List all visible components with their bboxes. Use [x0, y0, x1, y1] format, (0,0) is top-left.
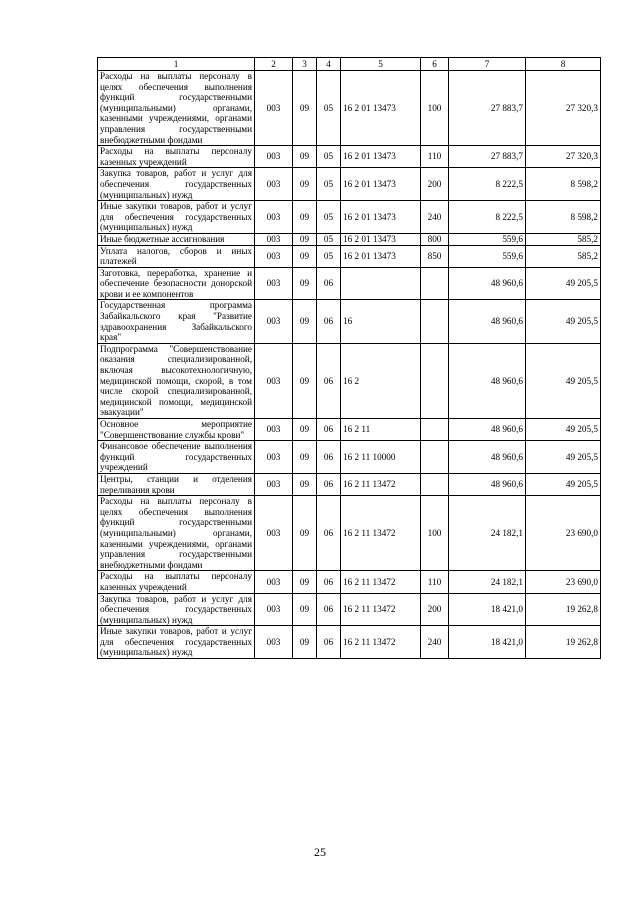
- subsection-code-cell: 06: [317, 300, 341, 343]
- admin-code-cell: 003: [255, 571, 293, 593]
- subsection-code-cell: 05: [317, 168, 341, 201]
- column-header: 8: [526, 58, 601, 71]
- amount-year1-cell: 48 960,6: [449, 343, 526, 418]
- table-row: [98, 267, 601, 300]
- target-article-cell: [341, 267, 421, 300]
- expense-type-cell: 850: [421, 245, 449, 267]
- section-code-cell: 09: [293, 245, 317, 267]
- subsection-code-cell: 05: [317, 233, 341, 245]
- section-code-cell: 09: [293, 473, 317, 495]
- subsection-code-cell: 05: [317, 146, 341, 168]
- expense-type-cell: 100: [421, 496, 449, 571]
- admin-code-cell: 003: [255, 343, 293, 418]
- expense-type-cell: 110: [421, 146, 449, 168]
- section-code-cell: 09: [293, 201, 317, 234]
- column-header: 3: [293, 58, 317, 71]
- subsection-code-cell: 05: [317, 245, 341, 267]
- subsection-code-cell: 06: [317, 626, 341, 659]
- admin-code-cell: 003: [255, 233, 293, 245]
- table-row: [98, 233, 601, 245]
- amount-year2-cell: 585,2: [526, 245, 601, 267]
- amount-year2-cell: 19 262,8: [526, 593, 601, 626]
- expense-type-cell: [421, 267, 449, 300]
- section-code-cell: 09: [293, 300, 317, 343]
- column-header: 6: [421, 58, 449, 71]
- table-row: [98, 146, 601, 168]
- table-row: [98, 71, 601, 146]
- admin-code-cell: 003: [255, 146, 293, 168]
- amount-year2-cell: 49 205,5: [526, 441, 601, 474]
- amount-year2-cell: 585,2: [526, 233, 601, 245]
- expense-type-cell: 200: [421, 593, 449, 626]
- amount-year1-cell: 24 182,1: [449, 496, 526, 571]
- section-code-cell: 09: [293, 419, 317, 441]
- section-code-cell: 09: [293, 441, 317, 474]
- row-name-cell: Расходы на выплаты персоналу казенных учреждений: [98, 146, 255, 168]
- amount-year1-cell: 48 960,6: [449, 473, 526, 495]
- section-code-cell: 09: [293, 343, 317, 418]
- row-name-cell: Расходы на выплаты персоналу казенных учреждений: [98, 571, 255, 593]
- expense-type-cell: 240: [421, 626, 449, 659]
- expense-type-cell: 200: [421, 168, 449, 201]
- amount-year1-cell: 24 182,1: [449, 571, 526, 593]
- subsection-code-cell: 06: [317, 267, 341, 300]
- amount-year1-cell: 8 222,5: [449, 168, 526, 201]
- subsection-code-cell: 06: [317, 343, 341, 418]
- subsection-code-cell: 06: [317, 441, 341, 474]
- expense-type-cell: 100: [421, 71, 449, 146]
- table-row: [98, 201, 601, 234]
- expense-type-cell: 110: [421, 571, 449, 593]
- admin-code-cell: 003: [255, 626, 293, 659]
- admin-code-cell: 003: [255, 168, 293, 201]
- target-article-cell: 16: [341, 300, 421, 343]
- table-row: [98, 419, 601, 441]
- subsection-code-cell: 06: [317, 473, 341, 495]
- table-row: [98, 626, 601, 659]
- row-name-cell: Закупка товаров, работ и услуг для обеспечения государственных (муниципальных) нужд: [98, 593, 255, 626]
- table-row: [98, 300, 601, 343]
- amount-year1-cell: 48 960,6: [449, 441, 526, 474]
- table-row: [98, 593, 601, 626]
- subsection-code-cell: 05: [317, 71, 341, 146]
- target-article-cell: 16 2 01 13473: [341, 71, 421, 146]
- column-header: 5: [341, 58, 421, 71]
- column-header: 4: [317, 58, 341, 71]
- amount-year2-cell: 49 205,5: [526, 267, 601, 300]
- amount-year1-cell: 18 421,0: [449, 593, 526, 626]
- column-header: 7: [449, 58, 526, 71]
- table-header-row: [98, 58, 601, 71]
- amount-year2-cell: 49 205,5: [526, 473, 601, 495]
- amount-year1-cell: 8 222,5: [449, 201, 526, 234]
- page-number: 25: [314, 845, 326, 859]
- target-article-cell: 16 2 11 13472: [341, 496, 421, 571]
- amount-year1-cell: 559,6: [449, 245, 526, 267]
- amount-year2-cell: 27 320,3: [526, 71, 601, 146]
- row-name-cell: Подпрограмма "Совершенствование оказания специализированной, включая высокотехнологичную, медицинской помощи, скорой, в том числе скорой специализированной, медицинской помощи, медицинской эвакуации": [98, 343, 255, 418]
- expense-type-cell: [421, 343, 449, 418]
- target-article-cell: 16 2 01 13473: [341, 146, 421, 168]
- row-name-cell: Расходы на выплаты персоналу в целях обеспечения выполнения функций государственными (муниципальными) органами, казенными учреждениями, органами управления государственными внебюджетными фондами: [98, 496, 255, 571]
- row-name-cell: Заготовка, переработка, хранение и обеспечение безопасности донорской крови и ее компонентов: [98, 267, 255, 300]
- section-code-cell: 09: [293, 571, 317, 593]
- amount-year2-cell: 23 690,0: [526, 496, 601, 571]
- expense-type-cell: 240: [421, 201, 449, 234]
- amount-year2-cell: 8 598,2: [526, 201, 601, 234]
- row-name-cell: Финансовое обеспечение выполнения функций государственных учреждений: [98, 441, 255, 474]
- admin-code-cell: 003: [255, 201, 293, 234]
- table-row: [98, 571, 601, 593]
- admin-code-cell: 003: [255, 267, 293, 300]
- target-article-cell: 16 2 01 13473: [341, 233, 421, 245]
- table-row: [98, 496, 601, 571]
- subsection-code-cell: 06: [317, 593, 341, 626]
- target-article-cell: 16 2 11 13472: [341, 593, 421, 626]
- admin-code-cell: 003: [255, 71, 293, 146]
- admin-code-cell: 003: [255, 473, 293, 495]
- section-code-cell: 09: [293, 71, 317, 146]
- section-code-cell: 09: [293, 593, 317, 626]
- expense-type-cell: 800: [421, 233, 449, 245]
- target-article-cell: 16 2: [341, 343, 421, 418]
- section-code-cell: 09: [293, 146, 317, 168]
- row-name-cell: Расходы на выплаты персоналу в целях обеспечения выполнения функций государственными (муниципальными) органами, казенными учреждениями, органами управления государственными внебюджетными фондами: [98, 71, 255, 146]
- admin-code-cell: 003: [255, 496, 293, 571]
- table-row: [98, 473, 601, 495]
- amount-year1-cell: 27 883,7: [449, 146, 526, 168]
- subsection-code-cell: 05: [317, 201, 341, 234]
- subsection-code-cell: 06: [317, 571, 341, 593]
- table-row: [98, 245, 601, 267]
- target-article-cell: 16 2 11 13472: [341, 571, 421, 593]
- target-article-cell: 16 2 11: [341, 419, 421, 441]
- admin-code-cell: 003: [255, 419, 293, 441]
- admin-code-cell: 003: [255, 245, 293, 267]
- admin-code-cell: 003: [255, 300, 293, 343]
- section-code-cell: 09: [293, 496, 317, 571]
- admin-code-cell: 003: [255, 593, 293, 626]
- amount-year1-cell: 48 960,6: [449, 419, 526, 441]
- column-header: 2: [255, 58, 293, 71]
- expense-type-cell: [421, 441, 449, 474]
- section-code-cell: 09: [293, 168, 317, 201]
- amount-year2-cell: 23 690,0: [526, 571, 601, 593]
- row-name-cell: Уплата налогов, сборов и иных платежей: [98, 245, 255, 267]
- target-article-cell: 16 2 11 13472: [341, 626, 421, 659]
- target-article-cell: 16 2 11 10000: [341, 441, 421, 474]
- amount-year1-cell: 27 883,7: [449, 71, 526, 146]
- subsection-code-cell: 06: [317, 419, 341, 441]
- amount-year2-cell: 49 205,5: [526, 343, 601, 418]
- expense-type-cell: [421, 473, 449, 495]
- subsection-code-cell: 06: [317, 496, 341, 571]
- amount-year1-cell: 48 960,6: [449, 267, 526, 300]
- amount-year1-cell: 559,6: [449, 233, 526, 245]
- row-name-cell: Государственная программа Забайкальского края "Развитие здравоохранения Забайкальского края": [98, 300, 255, 343]
- amount-year1-cell: 48 960,6: [449, 300, 526, 343]
- row-name-cell: Иные закупки товаров, работ и услуг для обеспечения государственных (муниципальных) нужд: [98, 201, 255, 234]
- table-row: [98, 168, 601, 201]
- amount-year2-cell: 8 598,2: [526, 168, 601, 201]
- target-article-cell: 16 2 01 13473: [341, 201, 421, 234]
- amount-year2-cell: 27 320,3: [526, 146, 601, 168]
- section-code-cell: 09: [293, 626, 317, 659]
- column-header: 1: [98, 58, 255, 71]
- table-row: [98, 441, 601, 474]
- admin-code-cell: 003: [255, 441, 293, 474]
- row-name-cell: Иные закупки товаров, работ и услуг для обеспечения государственных (муниципальных) нужд: [98, 626, 255, 659]
- expense-type-cell: [421, 419, 449, 441]
- row-name-cell: Основное мероприятие "Совершенствование службы крови": [98, 419, 255, 441]
- budget-table: [97, 57, 601, 659]
- amount-year2-cell: 19 262,8: [526, 626, 601, 659]
- amount-year2-cell: 49 205,5: [526, 300, 601, 343]
- target-article-cell: 16 2 11 13472: [341, 473, 421, 495]
- row-name-cell: Иные бюджетные ассигнования: [98, 233, 255, 245]
- amount-year2-cell: 49 205,5: [526, 419, 601, 441]
- row-name-cell: Закупка товаров, работ и услуг для обеспечения государственных (муниципальных) нужд: [98, 168, 255, 201]
- section-code-cell: 09: [293, 267, 317, 300]
- table-row: [98, 343, 601, 418]
- section-code-cell: 09: [293, 233, 317, 245]
- target-article-cell: 16 2 01 13473: [341, 245, 421, 267]
- amount-year1-cell: 18 421,0: [449, 626, 526, 659]
- expense-type-cell: [421, 300, 449, 343]
- row-name-cell: Центры, станции и отделения переливания крови: [98, 473, 255, 495]
- target-article-cell: 16 2 01 13473: [341, 168, 421, 201]
